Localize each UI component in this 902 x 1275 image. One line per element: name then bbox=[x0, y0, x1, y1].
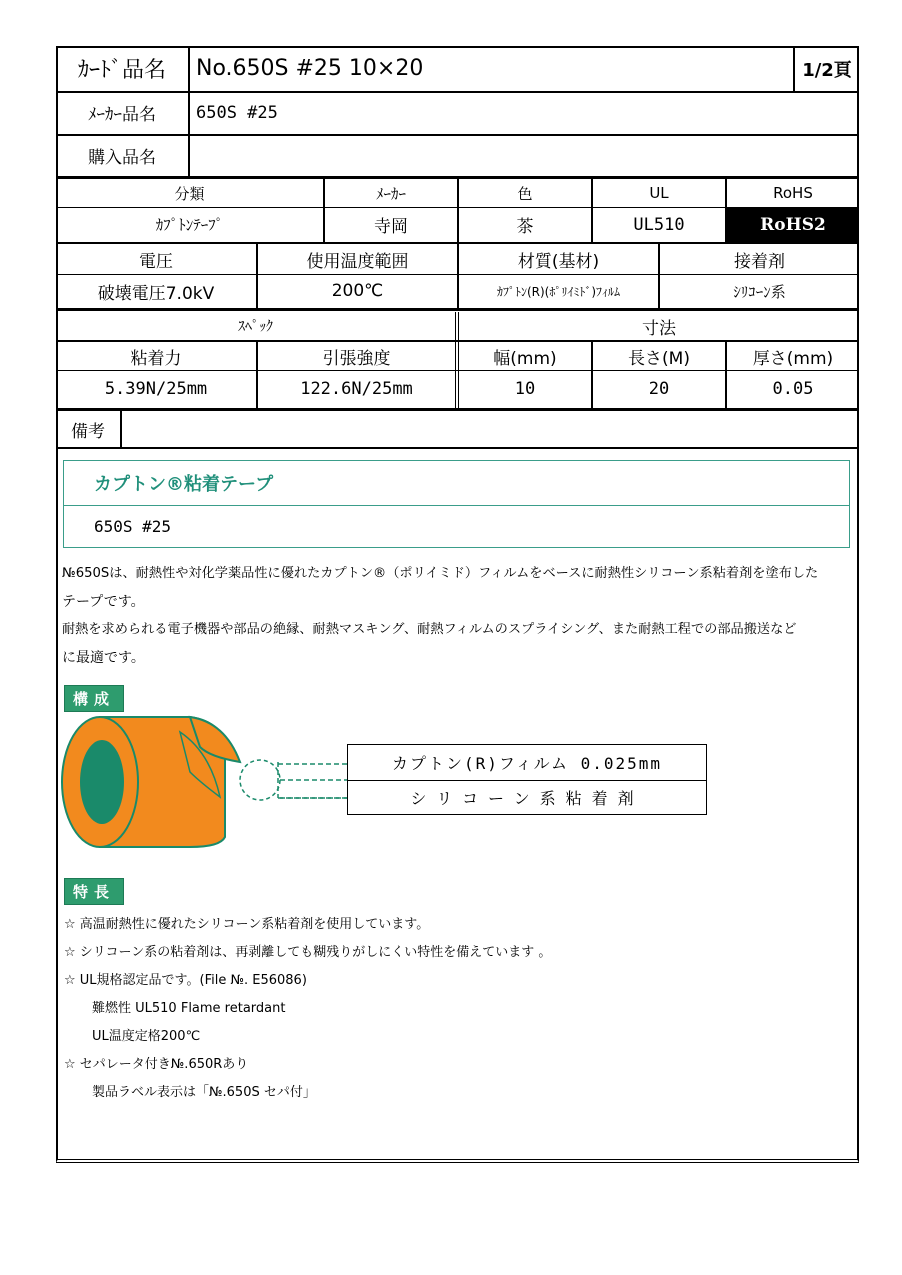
voltage-value: 破壊電圧7.0kV bbox=[56, 274, 258, 308]
product-title: カプトン®粘着テープ bbox=[64, 461, 849, 506]
layer-adhesive: シリコーン系粘着剤 bbox=[410, 789, 644, 808]
spec3-header-row bbox=[56, 342, 859, 370]
color-header: 色 bbox=[459, 179, 593, 207]
description bbox=[62, 560, 852, 672]
adhesion-header: 粘着力 bbox=[56, 342, 258, 370]
rohs-value: RoHS2 bbox=[727, 207, 859, 242]
temperature-header: 使用温度範囲 bbox=[258, 244, 459, 274]
category-header: 分類 bbox=[56, 179, 325, 207]
features-badge: 特長 bbox=[64, 878, 124, 905]
adhesive-value: ｼﾘｺｰﾝ系 bbox=[733, 282, 786, 301]
purchase-name-label: 購入品名 bbox=[56, 134, 190, 176]
product-subtitle: 650S #25 bbox=[94, 517, 172, 536]
description-line-2: テープです。 bbox=[62, 594, 145, 610]
card-name-value: No.650S #25 10×20 bbox=[190, 46, 795, 91]
page-number: 1/2頁 bbox=[802, 59, 852, 81]
width-value: 10 bbox=[459, 370, 593, 408]
ul-header: UL bbox=[593, 179, 727, 207]
remarks-row bbox=[56, 411, 859, 447]
feature-subitem-temp: UL温度定格200℃ bbox=[92, 1029, 201, 1044]
layer-film: カプトン(R)フィルム 0.025mm bbox=[348, 745, 706, 781]
remarks-label: 備考 bbox=[56, 411, 122, 447]
layer-diagram bbox=[347, 744, 707, 815]
purchase-name-value bbox=[190, 134, 859, 176]
width-header: 幅(mm) bbox=[459, 342, 593, 370]
maker-value: 寺岡 bbox=[325, 207, 459, 242]
voltage-header: 電圧 bbox=[56, 244, 258, 274]
maker-name-label: ﾒｰｶｰ品名 bbox=[56, 91, 190, 134]
card-name-row bbox=[56, 46, 859, 91]
maker-name-row bbox=[56, 91, 859, 134]
spec1-header-row bbox=[56, 179, 859, 207]
length-header: 長さ(M) bbox=[593, 342, 727, 370]
feature-subitem-label: 製品ラベル表示は「№.650S セパ付」 bbox=[92, 1085, 316, 1100]
spec2-value-row bbox=[56, 274, 859, 308]
product-box bbox=[63, 460, 850, 548]
category-value: ｶﾌﾟﾄﾝﾃｰﾌﾟ bbox=[56, 207, 325, 242]
leader-connectors bbox=[278, 760, 350, 800]
length-value: 20 bbox=[593, 370, 727, 408]
temperature-value: 200℃ bbox=[258, 274, 459, 308]
maker-header: ﾒｰｶｰ bbox=[325, 179, 459, 207]
maker-name-value: 650S #25 bbox=[196, 102, 278, 123]
material-header: 材質(基材) bbox=[459, 244, 660, 274]
dimension-group-header: 寸法 bbox=[642, 318, 676, 339]
tensile-value: 122.6N/25mm bbox=[258, 370, 459, 408]
feature-item-1: ☆ 高温耐熱性に優れたシリコーン系粘着剤を使用しています。 bbox=[64, 917, 430, 932]
material-value: ｶﾌﾟﾄﾝ(R)(ﾎﾟﾘｲﾐﾄﾞ)ﾌｨﾙﾑ bbox=[459, 274, 660, 308]
feature-item-3: ☆ UL規格認定品です。(File №. E56086) bbox=[64, 973, 307, 988]
description-line-4: に最適です。 bbox=[62, 650, 145, 666]
structure-badge: 構成 bbox=[64, 685, 124, 712]
spec1-value-row bbox=[56, 207, 859, 242]
description-line-1: №650Sは、耐熱性や対化学薬品性に優れたカプトン®（ポリイミド）フィルムをベースに耐熱性シリコーン系粘着剤を塗布した bbox=[62, 566, 819, 581]
ul-value: UL510 bbox=[593, 207, 727, 242]
remarks-value bbox=[122, 411, 859, 447]
adhesion-value: 5.39N/25mm bbox=[56, 370, 258, 408]
feature-subitem-flame: 難燃性 UL510 Flame retardant bbox=[92, 1001, 286, 1016]
thickness-value: 0.05 bbox=[772, 379, 814, 399]
purchase-name-row bbox=[56, 134, 859, 176]
spec2-header-row bbox=[56, 244, 859, 274]
color-value: 茶 bbox=[459, 207, 593, 242]
adhesive-header: 接着剤 bbox=[734, 251, 785, 272]
tape-core-shape bbox=[80, 740, 124, 824]
description-line-3: 耐熱を求められる電子機器や部品の絶縁、耐熱マスキング、耐熱フィルムのスプライシング、また耐熱工程での部品搬送など bbox=[62, 622, 797, 637]
feature-item-2: ☆ シリコーン系の粘着剤は、再剥離しても糊残りがしにくい特性を備えています 。 bbox=[64, 945, 552, 960]
card-name-label: ｶｰﾄﾞ品名 bbox=[56, 46, 190, 91]
thickness-header: 厚さ(mm) bbox=[752, 348, 834, 369]
spec-group-header: ｽﾍﾟｯｸ bbox=[56, 312, 459, 340]
spec3-value-row bbox=[56, 370, 859, 408]
tensile-header: 引張強度 bbox=[258, 342, 459, 370]
rohs-header: RoHS bbox=[773, 184, 813, 202]
detail-circle bbox=[240, 760, 280, 800]
feature-item-4: ☆ セパレータ付き№.650Rあり bbox=[64, 1057, 249, 1072]
spec3-group-row bbox=[56, 312, 859, 340]
